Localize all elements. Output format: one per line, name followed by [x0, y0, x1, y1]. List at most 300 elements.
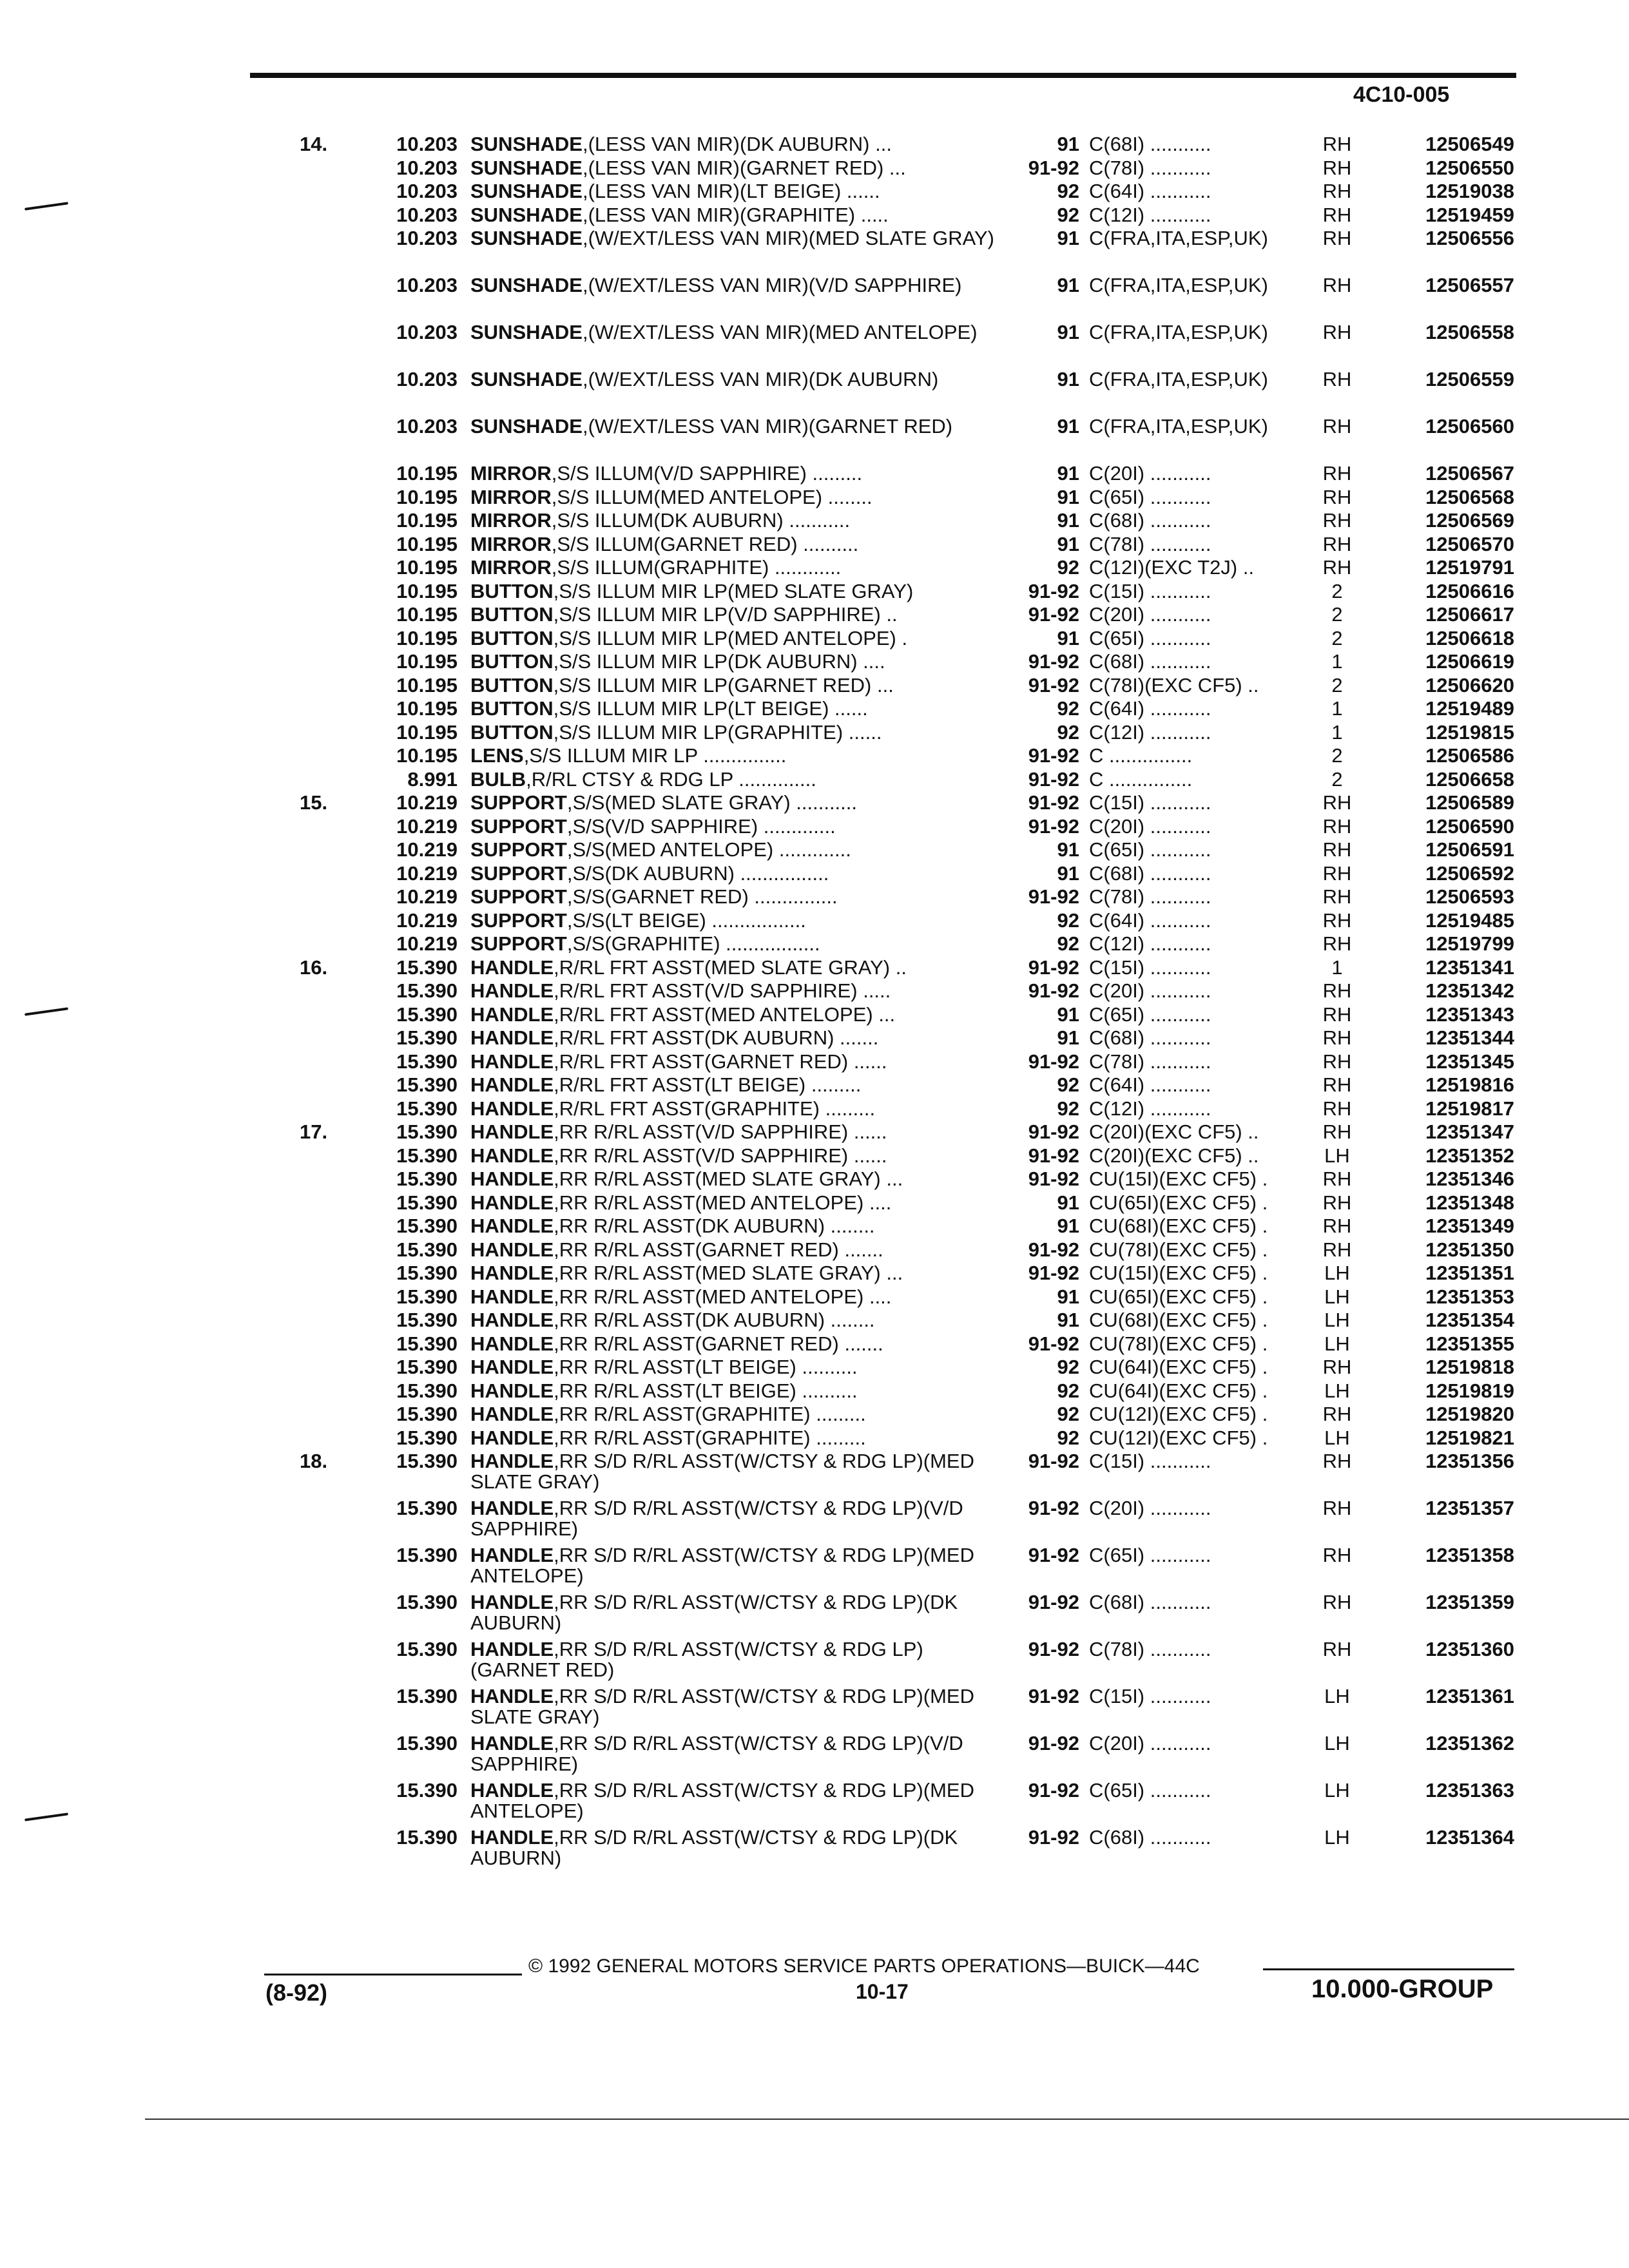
part-description [470, 840, 999, 860]
model-year: 91-92 [1028, 1144, 1079, 1167]
part-name: BUTTON [470, 673, 554, 697]
part-detail: ,S/S ILLUM(MED ANTELOPE) ........ [551, 485, 872, 508]
side-qty: 1 [1331, 697, 1343, 720]
side-qty: RH [1322, 133, 1352, 155]
part-row [0, 863, 1629, 887]
part-description [470, 1827, 999, 1869]
part-row [0, 1004, 1629, 1028]
part-name: HANDLE [470, 1285, 554, 1308]
side-qty: RH [1322, 509, 1352, 532]
model-code: C(20I)(EXC CF5) .. [1089, 1120, 1259, 1143]
part-number: 12506658 [1425, 767, 1514, 791]
model-year: 91-92 [1028, 1685, 1079, 1707]
model-year: 92 [1057, 1426, 1079, 1449]
part-description [470, 1216, 999, 1236]
side-qty: RH [1322, 1638, 1352, 1660]
group-number: 15.390 [396, 1356, 458, 1378]
part-detail: ,(W/EXT/LESS VAN MIR)(MED ANTELOPE) [582, 321, 978, 343]
model-code: CU(68I)(EXC CF5) . [1089, 1215, 1268, 1237]
side-qty: RH [1322, 1450, 1352, 1472]
model-year: 91 [1057, 532, 1079, 555]
part-number: 12519817 [1425, 1097, 1514, 1120]
part-number: 12351358 [1425, 1544, 1514, 1566]
part-number: 12506567 [1425, 462, 1514, 485]
model-code: C(20I) ........... [1089, 1497, 1211, 1519]
part-number: 12351357 [1425, 1497, 1514, 1519]
part-name: HANDLE [470, 1379, 554, 1402]
part-description [470, 322, 999, 343]
part-number: 12506593 [1425, 885, 1514, 908]
model-year: 91-92 [1028, 767, 1079, 791]
model-code: C(12I) ........... [1089, 932, 1211, 955]
part-description [470, 1004, 999, 1025]
part-row [0, 628, 1629, 652]
model-year: 91-92 [1028, 1450, 1079, 1472]
model-code: C(20I) ........... [1089, 979, 1211, 1002]
group-number: 10.219 [396, 838, 458, 861]
part-number: 12351363 [1425, 1779, 1514, 1802]
side-qty: 2 [1331, 626, 1343, 649]
group-number: 10.195 [396, 603, 458, 626]
group-number: 15.390 [396, 1003, 458, 1026]
part-number: 12351362 [1425, 1732, 1514, 1754]
part-name: HANDLE [470, 1685, 554, 1707]
part-name: HANDLE [470, 1168, 554, 1190]
part-name: SUNSHADE [470, 203, 583, 226]
part-name: LENS [470, 744, 524, 767]
copyright-notice: © 1992 GENERAL MOTORS SERVICE PARTS OPERATIONS—BUICK—44C [528, 1956, 1200, 1977]
model-year: 91-92 [1028, 579, 1079, 602]
model-year: 91 [1057, 133, 1079, 155]
model-year: 91-92 [1028, 156, 1079, 179]
model-year: 91-92 [1028, 1332, 1079, 1355]
model-code: C(FRA,ITA,ESP,UK) [1089, 274, 1268, 296]
part-description [470, 581, 999, 602]
group-number: 15.390 [396, 1332, 458, 1355]
part-number: 12351355 [1425, 1332, 1514, 1355]
group-number: 10.203 [396, 227, 458, 249]
part-detail: ,RR R/RL ASST(LT BEIGE) .......... [554, 1379, 858, 1402]
part-detail: ,RR R/RL ASST(DK AUBURN) ........ [554, 1309, 875, 1331]
item-number: 17. [300, 1120, 328, 1143]
model-code: C(15I) ........... [1089, 791, 1211, 814]
parts-list [0, 134, 1629, 1874]
part-description [470, 1639, 999, 1680]
part-detail: ,(W/EXT/LESS VAN MIR)(GARNET RED) [582, 415, 953, 437]
part-description [470, 1733, 999, 1774]
group-number: 15.390 [396, 1379, 458, 1402]
model-year: 91-92 [1028, 1050, 1079, 1073]
part-number: 12506557 [1425, 274, 1514, 296]
part-description [470, 863, 999, 884]
model-code: C(65I) ........... [1089, 838, 1211, 861]
model-code: C(68I) ........... [1089, 861, 1211, 885]
part-row [0, 934, 1629, 957]
part-description [470, 487, 999, 508]
model-code: C(20I) ........... [1089, 814, 1211, 838]
part-number: 12351360 [1425, 1638, 1514, 1660]
group-number: 10.195 [396, 462, 458, 485]
model-code: C(15I) ........... [1089, 1685, 1211, 1707]
model-code: C(65I) ........... [1089, 1779, 1211, 1802]
model-year: 91 [1057, 626, 1079, 649]
part-description [470, 910, 999, 931]
part-row [0, 181, 1629, 205]
model-code: C(78I) ........... [1089, 156, 1211, 179]
group-label: 10.000-GROUP [1311, 1975, 1494, 2003]
part-description [470, 510, 999, 531]
model-year: 91-92 [1028, 1168, 1079, 1190]
part-detail: ,S/S(DK AUBURN) ................ [566, 861, 829, 885]
part-description [470, 416, 999, 437]
part-description [470, 1287, 999, 1307]
model-year: 91-92 [1028, 814, 1079, 838]
group-number: 15.390 [396, 1497, 458, 1519]
part-name: HANDLE [470, 1050, 554, 1073]
part-detail: ,RR R/RL ASST(MED SLATE GRAY) ... [554, 1168, 903, 1190]
side-qty: RH [1322, 274, 1352, 296]
part-detail: ,S/S ILLUM(GARNET RED) .......... [551, 532, 859, 555]
part-detail: ,S/S(MED SLATE GRAY) ........... [566, 791, 858, 814]
part-description [470, 1240, 999, 1260]
part-row [0, 1028, 1629, 1052]
part-row [0, 205, 1629, 229]
model-year: 91-92 [1028, 1732, 1079, 1754]
part-name: HANDLE [470, 1544, 554, 1566]
model-code: CU(12I)(EXC CF5) . [1089, 1403, 1268, 1425]
part-detail: ,RR R/RL ASST(GRAPHITE) ......... [554, 1426, 866, 1449]
side-qty: RH [1322, 1497, 1352, 1519]
model-code: C(15I) ........... [1089, 1450, 1211, 1472]
model-year: 92 [1057, 1073, 1079, 1096]
group-number: 15.390 [396, 1732, 458, 1754]
part-detail: ,RR R/RL ASST(GRAPHITE) ......... [554, 1403, 866, 1425]
part-description [470, 957, 999, 978]
part-name: BUTTON [470, 697, 554, 720]
side-qty: RH [1322, 532, 1352, 555]
part-name: HANDLE [470, 1332, 554, 1355]
model-year: 91-92 [1028, 650, 1079, 673]
part-number: 12351342 [1425, 979, 1514, 1002]
group-number: 15.390 [396, 1403, 458, 1425]
part-number: 12351351 [1425, 1262, 1514, 1284]
part-number: 12506619 [1425, 650, 1514, 673]
side-qty: 2 [1331, 579, 1343, 602]
part-row [0, 1216, 1629, 1240]
part-number: 12519816 [1425, 1073, 1514, 1096]
part-description [470, 1263, 999, 1283]
group-number: 10.203 [396, 321, 458, 343]
side-qty: 2 [1331, 744, 1343, 767]
side-qty: LH [1324, 1144, 1350, 1167]
part-row [0, 557, 1629, 581]
part-row [0, 322, 1629, 369]
group-number: 10.203 [396, 368, 458, 390]
group-number: 10.219 [396, 908, 458, 932]
part-detail: ,(LESS VAN MIR)(LT BEIGE) ...... [582, 180, 880, 202]
part-row [0, 1193, 1629, 1216]
group-number: 15.390 [396, 979, 458, 1002]
model-year: 91 [1057, 1026, 1079, 1049]
part-detail: ,RR S/D R/RL ASST(W/CTSY & RDG LP)(V/D SAPPHIRE) [470, 1497, 963, 1540]
model-year: 91-92 [1028, 1120, 1079, 1143]
part-name: BUTTON [470, 603, 554, 626]
part-row [0, 1122, 1629, 1146]
part-detail: ,(LESS VAN MIR)(DK AUBURN) ... [582, 133, 892, 155]
part-number: 12506591 [1425, 838, 1514, 861]
model-code: C(64I) ........... [1089, 908, 1211, 932]
model-code: CU(12I)(EXC CF5) . [1089, 1426, 1268, 1449]
part-description [470, 769, 999, 790]
group-number: 15.390 [396, 1191, 458, 1214]
model-year: 91-92 [1028, 1826, 1079, 1849]
group-number: 15.390 [396, 1238, 458, 1261]
part-detail: ,S/S ILLUM MIR LP(MED SLATE GRAY) [553, 579, 914, 602]
part-name: HANDLE [470, 1779, 554, 1802]
side-qty: RH [1322, 1026, 1352, 1049]
model-code: C(68I) ........... [1089, 509, 1211, 532]
model-code: C(68I) ........... [1089, 650, 1211, 673]
part-name: HANDLE [470, 1215, 554, 1237]
part-description [470, 1052, 999, 1072]
part-detail: ,S/S ILLUM(V/D SAPPHIRE) ......... [551, 462, 863, 485]
part-description [470, 205, 999, 226]
part-name: HANDLE [470, 979, 554, 1002]
model-year: 92 [1057, 203, 1079, 226]
model-year: 91-92 [1028, 791, 1079, 814]
revision-date: (8-92) [265, 1979, 328, 2006]
part-description [470, 816, 999, 837]
part-detail: ,R/RL FRT ASST(DK AUBURN) ....... [554, 1026, 879, 1049]
side-qty: LH [1324, 1685, 1350, 1707]
part-detail: ,(W/EXT/LESS VAN MIR)(MED SLATE GRAY) [582, 227, 994, 249]
group-number: 15.390 [396, 1826, 458, 1849]
bottom-rule [145, 2119, 1629, 2120]
part-number: 12351349 [1425, 1215, 1514, 1237]
part-detail: ,S/S ILLUM MIR LP(V/D SAPPHIRE) .. [553, 603, 898, 626]
side-qty: RH [1322, 1168, 1352, 1190]
part-name: MIRROR [470, 462, 552, 485]
model-code: CU(15I)(EXC CF5) . [1089, 1262, 1268, 1284]
part-description [470, 228, 999, 249]
side-qty: RH [1322, 1120, 1352, 1143]
part-number: 12519818 [1425, 1356, 1514, 1378]
model-year: 91 [1057, 838, 1079, 861]
part-name: HANDLE [470, 1591, 554, 1613]
side-qty: RH [1322, 1544, 1352, 1566]
model-code: C(20I)(EXC CF5) .. [1089, 1144, 1259, 1167]
group-number: 15.390 [396, 1144, 458, 1167]
model-year: 91-92 [1028, 1544, 1079, 1566]
part-description [470, 369, 999, 390]
model-code: CU(78I)(EXC CF5) . [1089, 1238, 1268, 1261]
side-qty: RH [1322, 932, 1352, 955]
part-description [470, 793, 999, 813]
model-code: C(20I) ........... [1089, 603, 1211, 626]
part-number: 12351344 [1425, 1026, 1514, 1049]
part-description [470, 1404, 999, 1425]
part-number: 12351353 [1425, 1285, 1514, 1308]
part-name: SUPPORT [470, 791, 567, 814]
part-number: 12519791 [1425, 556, 1514, 579]
part-row [0, 134, 1629, 158]
part-description [470, 1193, 999, 1213]
part-number: 12506617 [1425, 603, 1514, 626]
part-description [470, 158, 999, 178]
part-name: SUNSHADE [470, 321, 583, 343]
model-code: C(78I) ........... [1089, 532, 1211, 555]
part-detail: ,RR S/D R/RL ASST(W/CTSY & RDG LP)(MED ANTELOPE) [470, 1544, 974, 1587]
part-description [470, 1310, 999, 1331]
part-number: 12519038 [1425, 180, 1514, 202]
footer-rule-left [264, 1974, 522, 1975]
model-year: 92 [1057, 556, 1079, 579]
part-detail: ,(LESS VAN MIR)(GARNET RED) ... [582, 156, 906, 179]
group-number: 15.390 [396, 1168, 458, 1190]
group-number: 10.219 [396, 791, 458, 814]
part-description [470, 1028, 999, 1048]
group-number: 10.203 [396, 274, 458, 296]
model-year: 91-92 [1028, 744, 1079, 767]
model-code: CU(78I)(EXC CF5) . [1089, 1332, 1268, 1355]
part-name: BUTTON [470, 626, 554, 649]
part-number: 12351359 [1425, 1591, 1514, 1613]
part-detail: ,RR R/RL ASST(V/D SAPPHIRE) ...... [554, 1144, 887, 1167]
part-row [0, 816, 1629, 840]
model-year: 92 [1057, 1356, 1079, 1378]
model-code: C ............... [1089, 767, 1193, 791]
part-number: 12506549 [1425, 133, 1514, 155]
part-detail: ,RR R/RL ASST(GARNET RED) ....... [554, 1332, 883, 1355]
part-name: HANDLE [470, 1003, 554, 1026]
model-year: 91-92 [1028, 885, 1079, 908]
part-row [0, 487, 1629, 511]
part-description [470, 675, 999, 696]
part-row [0, 510, 1629, 534]
group-number: 15.390 [396, 1309, 458, 1331]
part-name: HANDLE [470, 1238, 554, 1261]
part-number: 12519485 [1425, 908, 1514, 932]
footer-rule-right [1263, 1968, 1514, 1970]
part-description [470, 1075, 999, 1095]
side-qty: LH [1324, 1826, 1350, 1849]
model-code: C(65I) ........... [1089, 485, 1211, 508]
part-name: MIRROR [470, 485, 552, 508]
part-name: SUPPORT [470, 861, 567, 885]
part-name: SUNSHADE [470, 156, 583, 179]
part-detail: ,R/RL CTSY & RDG LP .............. [526, 767, 816, 791]
part-detail: ,RR R/RL ASST(V/D SAPPHIRE) ...... [554, 1120, 887, 1143]
model-code: CU(68I)(EXC CF5) . [1089, 1309, 1268, 1331]
model-year: 91-92 [1028, 603, 1079, 626]
group-number: 10.195 [396, 744, 458, 767]
part-row [0, 369, 1629, 416]
part-detail: ,R/RL FRT ASST(GARNET RED) ...... [554, 1050, 887, 1073]
part-number: 12351352 [1425, 1144, 1514, 1167]
group-number: 15.390 [396, 1026, 458, 1049]
side-qty: LH [1324, 1379, 1350, 1402]
part-name: SUNSHADE [470, 415, 583, 437]
model-code: C(78I) ........... [1089, 1050, 1211, 1073]
side-qty: RH [1322, 908, 1352, 932]
part-row [0, 675, 1629, 699]
model-code: C(78I) ........... [1089, 1638, 1211, 1660]
part-description [470, 1780, 999, 1821]
side-qty: RH [1322, 1097, 1352, 1120]
model-code: C(12I) ........... [1089, 203, 1211, 226]
part-number: 12351350 [1425, 1238, 1514, 1261]
model-year: 92 [1057, 1403, 1079, 1425]
part-row [0, 1169, 1629, 1193]
model-year: 91-92 [1028, 1638, 1079, 1660]
side-qty: RH [1322, 415, 1352, 437]
part-detail: ,RR S/D R/RL ASST(W/CTSY & RDG LP)(MED SLATE GRAY) [470, 1450, 974, 1493]
part-number: 12506590 [1425, 814, 1514, 838]
part-row [0, 745, 1629, 769]
part-detail: ,S/S ILLUM(DK AUBURN) ........... [551, 509, 851, 532]
part-name: HANDLE [470, 1073, 554, 1096]
part-row [0, 463, 1629, 487]
part-row [0, 1733, 1629, 1780]
part-detail: ,RR R/RL ASST(GARNET RED) ....... [554, 1238, 883, 1261]
group-number: 10.203 [396, 203, 458, 226]
model-year: 91-92 [1028, 1262, 1079, 1284]
part-number: 12506620 [1425, 673, 1514, 697]
model-year: 92 [1057, 720, 1079, 744]
group-number: 15.390 [396, 1120, 458, 1143]
group-number: 15.390 [396, 1779, 458, 1802]
side-qty: LH [1324, 1309, 1350, 1331]
part-number: 12506570 [1425, 532, 1514, 555]
part-name: SUPPORT [470, 932, 567, 955]
group-number: 10.195 [396, 626, 458, 649]
page-code: 4C10-005 [1353, 82, 1450, 107]
part-row [0, 698, 1629, 722]
part-detail: ,S/S ILLUM MIR LP(GRAPHITE) ...... [553, 720, 882, 744]
part-row [0, 1263, 1629, 1287]
part-detail: ,RR S/D R/RL ASST(W/CTSY & RDG LP)(MED ANTELOPE) [470, 1779, 974, 1822]
model-year: 91 [1057, 368, 1079, 390]
side-qty: RH [1322, 885, 1352, 908]
part-description [470, 1146, 999, 1166]
group-number: 10.195 [396, 650, 458, 673]
side-qty: RH [1322, 321, 1352, 343]
part-description [470, 1428, 999, 1448]
group-number: 10.203 [396, 180, 458, 202]
part-description [470, 745, 999, 766]
part-row [0, 1404, 1629, 1428]
side-qty: RH [1322, 1356, 1352, 1378]
part-number: 12506586 [1425, 744, 1514, 767]
group-number: 10.195 [396, 509, 458, 532]
part-description [470, 557, 999, 578]
side-qty: RH [1322, 368, 1352, 390]
part-number: 12519815 [1425, 720, 1514, 744]
part-number: 12351345 [1425, 1050, 1514, 1073]
model-code: CU(64I)(EXC CF5) . [1089, 1379, 1268, 1402]
part-row [0, 416, 1629, 463]
part-detail: ,(W/EXT/LESS VAN MIR)(V/D SAPPHIRE) [582, 274, 962, 296]
part-description [470, 934, 999, 954]
part-name: MIRROR [470, 532, 552, 555]
part-detail: ,R/RL FRT ASST(V/D SAPPHIRE) ..... [554, 979, 891, 1002]
part-number: 12351361 [1425, 1685, 1514, 1707]
part-detail: ,RR S/D R/RL ASST(W/CTSY & RDG LP)(MED SLATE GRAY) [470, 1685, 974, 1728]
part-name: HANDLE [470, 1403, 554, 1425]
part-number: 12506550 [1425, 156, 1514, 179]
part-row [0, 1686, 1629, 1733]
part-detail: ,S/S(V/D SAPPHIRE) ............. [566, 814, 836, 838]
